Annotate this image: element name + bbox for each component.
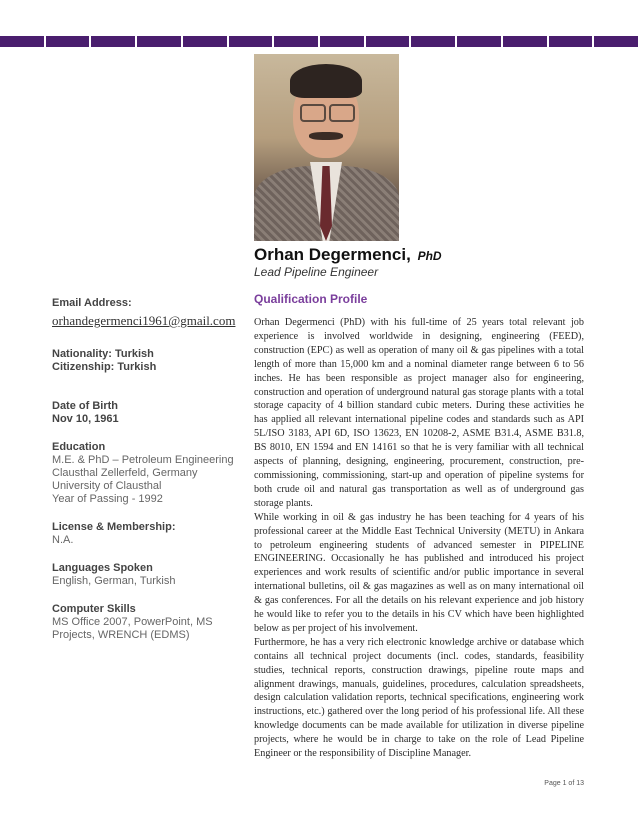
email-label: Email Address:	[52, 297, 132, 309]
license-label: License & Membership:	[52, 521, 176, 533]
education-line: M.E. & PhD – Petroleum Engineering	[52, 454, 234, 466]
qualification-column	[254, 292, 584, 761]
nationality: Nationality: Turkish	[52, 348, 154, 360]
dob-label: Date of Birth	[52, 400, 118, 412]
education-block	[52, 441, 237, 506]
qualification-text	[254, 316, 584, 761]
education-line: Clausthal Zellerfeld, Germany	[52, 467, 198, 479]
license-value: N.A.	[52, 534, 74, 546]
contact-block	[52, 297, 237, 328]
languages-block	[52, 562, 237, 588]
bio-paragraph: While working in oil & gas industry he has been teaching for 4 years of his professional career at the Middle East Technical University (METU) in Ankara to petroleum engineering students of advanced semester in PIPELINE ENGINEERING. Occasionally he has published and introduced his project experiences and work results of scientific and/or public importance in several international bulletins, oil & gas magazines as well as on many international oil & gas conferences. For all the details on his relevant experience and job history he would like to refer you to the details in his CV which have been highlighted below as per project of his involvement.	[254, 511, 584, 634]
bio-paragraph: Orhan Degermenci (PhD) with his full-time of 25 years total relevant job experience is involved worldwide in designing, engineering (FEED), construction (EPC) as well as operation of many oil & gas pipelines with a total length of more than 15,000 km and a nominal diameter range between 6 to 56 inches. He has been responsible as project manager also for engineering, construction and operation of underground natural gas storage plants with a total storage capacity of 4 billion standard cubic meters. During these activities he has applied all relevant international pipeline codes and standards such as API 5L/ISO 3183, API 6D, ISO 13623, EN 10208-2, ASME B31.4, ASME B31.8, BS 8010, EN 1594 and EN 14161 so that he is very familiar with all technical aspects of planning, designing, engineering, procurement, construction, pre-commissioning, commissioning, start-up and operation of pipeline systems for both crude oil and natural gas transportation as well as of underground gas storage plants.	[254, 317, 584, 509]
person-name	[254, 245, 442, 265]
computer-skills-line: Projects, WRENCH (EDMS)	[52, 629, 190, 641]
education-line: University of Clausthal	[52, 480, 162, 492]
computer-skills-block	[52, 603, 237, 642]
personal-details-column	[52, 297, 237, 657]
languages-label: Languages Spoken	[52, 562, 153, 574]
computer-skills-line: MS Office 2007, PowerPoint, MS	[52, 616, 213, 628]
degree-suffix: PhD	[417, 249, 442, 263]
languages-value: English, German, Turkish	[52, 575, 176, 587]
education-label: Education	[52, 441, 106, 453]
citizenship: Citizenship: Turkish	[52, 361, 157, 373]
dob-value: Nov 10, 1961	[52, 413, 119, 425]
education-line: Year of Passing - 1992	[52, 493, 163, 505]
profile-photo	[254, 54, 399, 241]
nationality-block	[52, 348, 237, 374]
bio-paragraph: Furthermore, he has a very rich electronic knowledge archive or database which contains all technical project documents (incl. codes, standards, feasibility studies, technical reports, construction drawings, pipeline route maps and alignment drawings, manuals, guidelines, procedures, calculation spreadsheets, design calculation validation reports, technical specifications, engineering work instructions, etc.) gathered over the long period of his professional life. All these knowledge documents can be made available for utilization in diverse pipeline projects, where he would be in charge to take on the role of Lead Pipeline Engineer or the responsibility of Discipline Manager.	[254, 636, 584, 760]
email-link[interactable]: orhandegermenci1961@gmail.com	[52, 313, 236, 328]
license-block	[52, 521, 237, 547]
header-decorative-bar	[0, 36, 638, 47]
job-role: Lead Pipeline Engineer	[254, 265, 379, 279]
computer-skills-label: Computer Skills	[52, 603, 136, 615]
name-text: Orhan Degermenci,	[254, 245, 411, 264]
page-number: Page 1 of 13	[544, 780, 584, 787]
qualification-heading: Qualification Profile	[254, 292, 368, 306]
dob-block	[52, 400, 237, 426]
